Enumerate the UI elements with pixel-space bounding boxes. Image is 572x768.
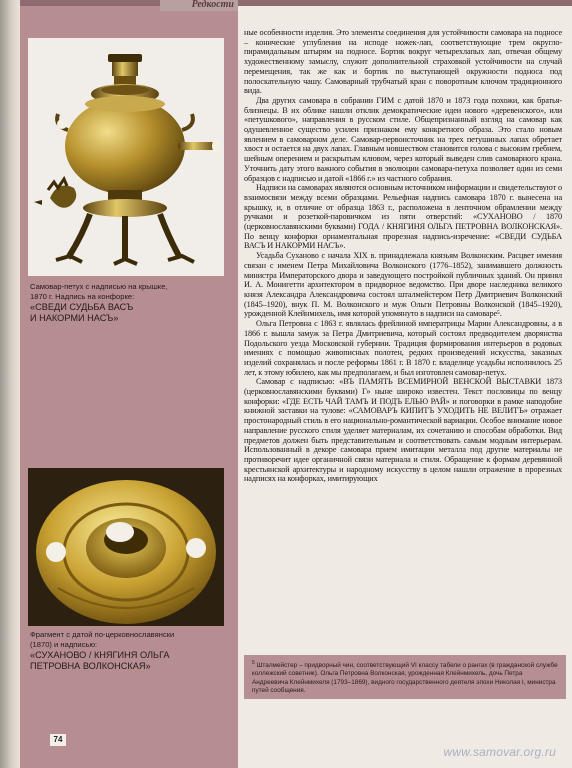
lid-fragment-illustration (28, 468, 224, 626)
header-band (20, 0, 572, 6)
figure-caption-1 (30, 282, 220, 324)
caption-line: Фрагмент с датой по-церковнославянски (30, 630, 175, 639)
article-paragraph: Ольга Петровна с 1863 г. являлась фрейлиной императрицы Марии Александровны, а в 1866 г. вышла замуж за Петра Дмитриевича, который состоял предводителем дворянства Подольского уезда Московской губернии. Традиция формирования интерьеров в родовых имениях с помощью живописных полотен, редких произведений искусства, заказных изделий сохранялась и после реформы 1861 г. В 1870 г. владелице усадьбы исполнилось 25 лет, к этому юбилею, как мы предполагаем, и был изготовлен самовар-петух. (244, 319, 562, 377)
footnote-box (244, 655, 566, 699)
figure-caption-2 (30, 630, 220, 672)
page-number: 74 (50, 734, 66, 746)
article-paragraph: Два других самовара в собрании ГИМ с датой 1870 и 1873 года похожи, как братья-близнецы. В их облике нашли отклик демократические идеи нового «деревенского», или «петушкового», направления в русском стиле. Общепризнанный взгляд на самовар как одушевленное существо усилен признаком ему конкретного образа. Это стало новым явлением в самоварном деле. Самовар-первоисточник на трех петушиных лапах обретает хвост и остается на двух лапах. Главным новшеством становится голова с высоким гребнем, шейным оперением и раскрытым клювом, через который выведен слив самоварного крана. Уточнить дату этого важного события в эволюции самовара-петуха позволяет один из семи образцов с надписью и датой «1866 г.» из частного собрания. (244, 95, 562, 183)
caption-line: (1870) и надписью: (30, 640, 98, 649)
rooster-samovar-illustration (28, 38, 224, 276)
caption-inscription: «СВЕДИ СУДЬБА ВАСЪ (30, 302, 134, 312)
footnote-text: Шталмейстер – придворный чин, соответствующий VI классу табели о рангах (в гражданской службе коллежский советник). Ольга Петровна Волконская, урожденная Клейнмихель, дочь Петра Андреевича Клейнмихеля (1793–1869), видного государственного деятеля эпохи Николая I, министра путей сообщения. (252, 662, 558, 694)
section-title: Редкости (160, 0, 238, 11)
caption-line: 1870 г. Надпись на конфорке: (30, 292, 135, 301)
footnote-number: 5 (252, 660, 255, 666)
article-paragraph: ные особенности изделия. Это элементы соединения для устойчивости самовара на подносе – конические углубления на исподе ножек-лап, соответствующие трем округло-пирамидальным штырям на подносе. Бортик вокруг четырехлапых лап, отвечая общему художественному замыслу, служит дополнительной страховкой устойчивости на случай перемещения, так же как и бортик по выступающей окружности подноса под полоскательную чашу. Самоварный трубчатый кран с поворотным ключом традиционного вида. (244, 28, 562, 96)
article-paragraph: Усадьба Суханово с начала XIX в. принадлежала князьям Волконским. Расцвет имения связан с именем Петра Михайловича Волконского (1776–1852), занимавшего должность министра Императорского двора и заведующего постройкой публичных зданий. Он принял И. А. Монигетти архитектором в придворное ведомство. При дворе наследника великого князя Александра Александровича состоял шталмейстером Петр Дмитриевич Волконский (1845–1920), внук П. М. Волконского и муж Ольги Петровны Волконской (1845–1920), урожденной Клейнмихель, имя которой упомянуто в надписи на самоваре⁵. (244, 251, 562, 319)
caption-inscription: ПЕТРОВНА ВОЛКОНСКАЯ» (30, 661, 151, 671)
page-spine-shadow (0, 0, 20, 768)
caption-inscription: «СУХАНОВО / КНЯГИНЯ ОЛЬГА (30, 650, 170, 660)
article-paragraph: Надписи на самоварах являются основным источником информации и свидетельствуют о взаимосвязи между всеми образцами. Рельефная надпись самовара 1870 г. вынесена на крышку, и, в отличие от образца 1863 г., расположена в ленточном обрамлении между ручками и розеткой-паровичком из пяти отверстий: «СУХАНОВО / 1870 (церковнославянскими буквами) ГОДА / КНЯГИНЯ ОЛЬГА ПЕТРОВНА ВОЛКОНСКАЯ». По венцу конфорки орнаментальная прорезная надпись-изречение: «СВЕДИ СУДЬБА ВАСЪ И НАКОРМИ НАСЪ». (244, 183, 563, 251)
site-watermark: www.samovar.org.ru (443, 745, 556, 759)
article-body (244, 28, 562, 484)
caption-line: Самовар-петух с надписью на крышке, (30, 282, 168, 291)
samovar-lid-fragment-photo (28, 468, 224, 626)
caption-inscription: И НАКОРМИ НАСЪ» (30, 313, 119, 323)
article-paragraph: Самовар с надписью: «ВЪ ПАМЯТЬ ВСЕМИРНОЙ ВЕНСКОЙ ВЫСТАВКИ 1873 (церковнославянскими буквами) Г» ныне широко известен. Текст пословицы по венцу конфорки: «ГДЕ ЕСТЬ ЧАЙ ТАМЪ И ПОДЪ ЕЛЬЮ РАЙ» и поговорки в рамке наподобие книжной заставки на тулове: «САМОВАРЪ КИПИТЪ УХОДИТЬ НЕ ВЕЛИТЪ» отражает простонародный стиль в его национально-романтической вариации. Особое внимание новое направление русского стиля уделяет материалам, их сочетанию и способам обработки. Вид предметов должен быть представительным и соответствовать самым модным интерьерам. Использованный в декоре самовара прием имитации металла под другие материалы не противоречит идее органичной связи материала и стиля. Обращение к формам деревянной крестьянской архитектуры и народному искусству в целом нашли отражение в прорезных надписях на конфорках, имитирующих (244, 377, 562, 484)
rooster-samovar-photo (28, 38, 224, 276)
